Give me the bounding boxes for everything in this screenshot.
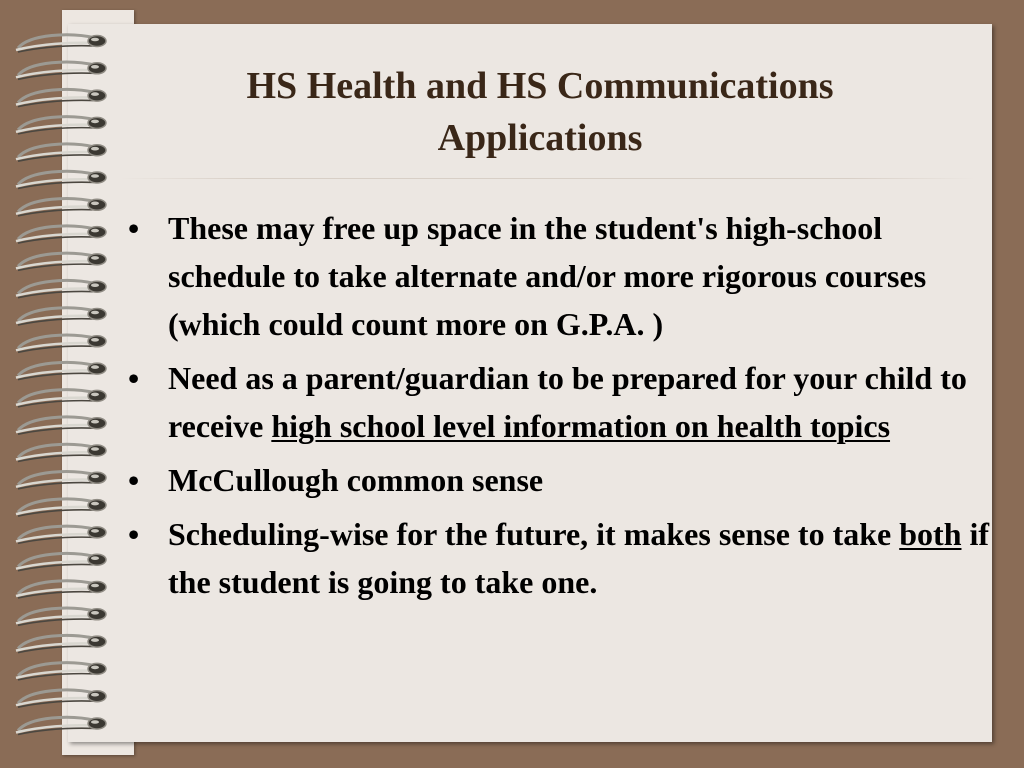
- bullet-text: These may free up space in the student's high-school schedule to take alternate and/or more rigorous courses (which could count more on G.P.A. ): [168, 210, 927, 342]
- slide-title: [90, 60, 990, 164]
- spiral-ring: [16, 308, 106, 325]
- bullet-icon: •: [128, 210, 140, 246]
- spiral-ring: [16, 281, 106, 298]
- spiral-ring: [16, 35, 106, 52]
- bullet-list: [128, 204, 994, 612]
- spiral-ring: [16, 608, 106, 625]
- spiral-ring: [16, 526, 106, 543]
- spiral-ring: [16, 635, 106, 652]
- spiral-ring: [16, 444, 106, 461]
- spiral-ring: [16, 581, 106, 598]
- bullet-text: Need as a parent/guardian to be prepared for your child to receive: [168, 360, 967, 444]
- bullet-text: Scheduling-wise for the future, it makes sense to take: [168, 516, 900, 552]
- bullet-icon: •: [128, 462, 140, 498]
- spiral-ring: [16, 417, 106, 434]
- bullet-item-1: [128, 204, 994, 348]
- bullet-icon: •: [128, 516, 140, 552]
- spiral-ring: [16, 253, 106, 270]
- spiral-ring: [16, 499, 106, 516]
- spiral-ring: [16, 554, 106, 571]
- spiral-ring: [16, 171, 106, 188]
- underlined-phrase: high school level information on health topics: [271, 408, 891, 444]
- bullet-icon: •: [128, 360, 140, 396]
- spiral-ring: [16, 335, 106, 352]
- spiral-ring: [16, 690, 106, 707]
- bullet-item-2: [128, 354, 994, 450]
- bullet-text-end: if the student is going to take one.: [168, 516, 990, 600]
- title-divider: [120, 178, 975, 179]
- spiral-ring: [16, 472, 106, 489]
- title-line-1: HS Health and HS Communications: [246, 65, 834, 107]
- spiral-ring: [16, 362, 106, 379]
- spiral-ring: [16, 390, 106, 407]
- spiral-ring: [16, 717, 106, 734]
- bullet-item-3: [128, 456, 994, 504]
- bullet-item-4: [128, 510, 994, 606]
- spiral-ring: [16, 199, 106, 216]
- bullet-text: McCullough common sense: [168, 462, 544, 498]
- spiral-ring: [16, 226, 106, 243]
- spiral-ring: [16, 663, 106, 680]
- underlined-word: both: [899, 516, 962, 552]
- title-line-2: Applications: [437, 117, 643, 159]
